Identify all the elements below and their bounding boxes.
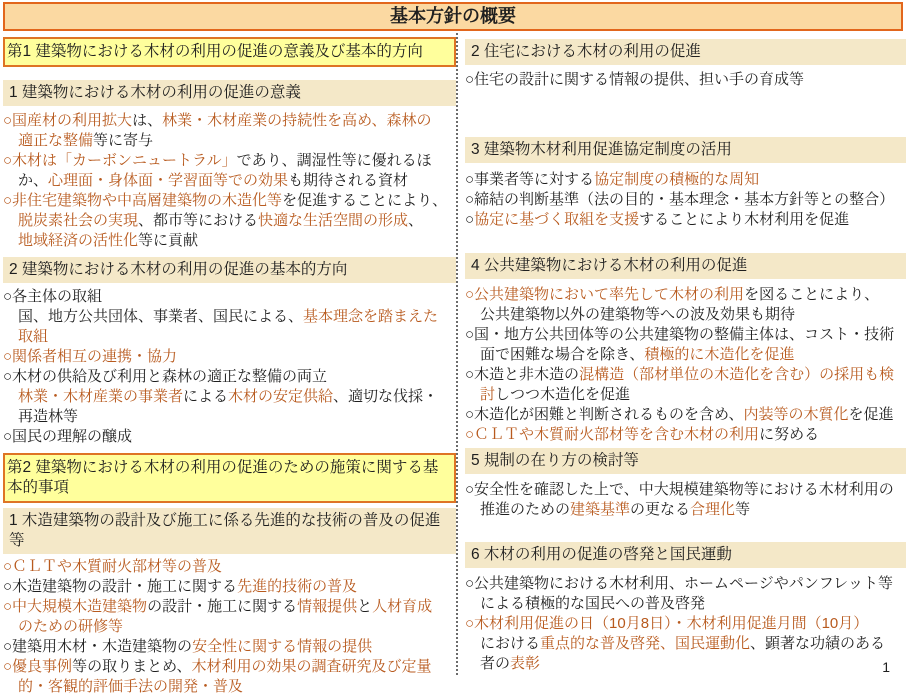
accent-text: 快適な生活空間の形成 [258,212,409,229]
section-heading: 1 建築物における木材の利用の促進の意義 [3,80,456,106]
body-text: ○建築用木材・木造建築物の [3,638,193,655]
text-line [465,425,906,445]
body-text: することにより木材利用を促進 [639,211,850,228]
left-column [0,33,456,695]
body-text: 者の [480,655,511,672]
body-text: の更なる [630,501,691,518]
accent-text: ○公共建築物において率先して木材の利用 [465,286,745,303]
body-text: に努める [759,426,820,443]
text-line [465,614,906,634]
body-text: ○締結の判断基準（法の目的・基本理念・基本方針等との整合） [465,191,895,208]
spacer [465,163,906,170]
accent-text: ○国産材の利用拡大 [3,112,133,129]
two-column-layout [0,33,906,695]
body-text: 等の取りまとめ、 [72,658,192,675]
text-line [465,285,906,305]
text-line [465,345,906,365]
text-block [3,287,456,447]
page-title: 基本方針の概要 [3,2,903,31]
body-text: ○木造と非木造の [465,366,580,383]
body-text: しつつ木造化を促進 [495,386,631,403]
text-block [465,170,906,230]
body-text: を促進 [848,406,894,423]
accent-text: 林業・木材産業の持続性を高め、森林の [162,112,432,129]
body-text: による [183,388,229,405]
text-line [465,500,906,520]
accent-text: ○中大規模木造建築物 [3,598,148,615]
body-text: 面で困難な場合を除き、 [480,346,645,363]
text-line [3,407,456,427]
accent-text: 先進的技術の普及 [237,578,358,595]
body-text: ○事業者等に対する [465,171,595,188]
text-line [3,367,456,387]
accent-text: 適正な整備 [18,132,94,149]
text-line [3,427,456,447]
policy-overview-slide [0,2,906,695]
text-line [465,634,906,654]
body-text: における [480,635,541,652]
body-text: も期待される資材 [288,172,409,189]
accent-text: 木材利用の効果の調査研究及び定量 [191,658,432,675]
text-line [3,287,456,307]
accent-text: 心理面・身体面・学習面等での効果 [48,172,289,189]
body-text: 国、地方公共団体、事業者、国民による、 [18,308,304,325]
accent-text: 混構造（部材単位の木造化を含む）の採用も検 [579,366,895,383]
accent-text: 合理化 [690,501,736,518]
text-line [3,347,456,367]
body-text: を促進することにより、 [282,192,448,209]
spacer [465,520,906,542]
body-text: ○木材の供給及び利用と森林の適正な整備の両立 [3,368,328,385]
text-line [465,480,906,500]
body-text: 等 [735,501,751,518]
text-line [3,151,456,171]
text-line [465,325,906,345]
body-text: ○安全性を確認した上で、中大規模建築物等における木材利用の [465,481,894,498]
body-text: ○木造化が困難と判断されるものを含め、 [465,406,744,423]
body-text: 公共建築物以外の建築物等への波及効果も期待 [480,306,796,323]
section-heading: 1 木造建築物の設計及び施工に係る先進的な技術の普及の促進等 [3,508,456,554]
spacer [465,90,906,137]
section-heading: 2 住宅における木材の利用の促進 [465,39,906,65]
text-line [465,70,906,90]
accent-text: ○関係者相互の連携・協力 [3,348,178,365]
section-heading: 2 建築物における木材の利用の促進の基本的方向 [3,257,456,283]
accent-text: 基本理念を踏まえた [303,308,439,325]
body-text: ○国民の理解の醸成 [3,428,133,445]
text-line [465,190,906,210]
text-block [465,574,906,674]
text-line [465,594,906,614]
text-block [465,70,906,90]
body-text: ○住宅の設計に関する情報の提供、担い手の育成等 [465,71,805,88]
accent-text: ○木材利用促進の日（10月8日）・木材利用促進月間（10月） [465,615,869,632]
body-text: ○国・地方公共団体等の公共建築物の整備主体は、コスト・技術 [465,326,895,343]
accent-text: 取組 [18,328,49,345]
part-heading: 第1 建築物における木材の利用の促進の意義及び基本的方向 [3,37,456,67]
part-heading: 第2 建築物における木材の利用の促進のための施策に関する基本的事項 [3,453,456,503]
section-heading: 4 公共建築物における木材の利用の促進 [465,253,906,279]
text-line [3,171,456,191]
accent-text: ○木材は「カーボンニュートラル」 [3,152,237,169]
body-text: の設計・施工に関する [147,598,298,615]
accent-text: 脱炭素社会の実現 [18,212,139,229]
accent-text: 安全性に関する情報の提供 [192,638,373,655]
section-heading: 5 規制の在り方の検討等 [465,448,906,474]
accent-text: ○非住宅建築物や中高層建築物の木造化等 [3,192,283,209]
body-text: か、 [18,172,49,189]
accent-text: のための研修等 [18,618,124,635]
text-line [465,574,906,594]
body-text: 推進のための [480,501,571,518]
section-heading: 3 建築物木材利用促進協定制度の活用 [465,137,906,163]
body-text: による積極的な国民への普及啓発 [480,595,706,612]
right-column [456,33,906,675]
accent-text: ○優良事例 [3,658,73,675]
text-block [3,111,456,251]
spacer [3,67,456,80]
accent-text: 林業・木材産業の事業者 [18,388,184,405]
text-line [465,365,906,385]
accent-text: ○ＣＬＴや木質耐火部材等を含む木材の利用 [465,426,760,443]
text-line [3,131,456,151]
text-line [3,657,456,677]
text-line [3,231,456,251]
body-text: 等に貢献 [138,232,199,249]
text-line [465,385,906,405]
text-line [465,654,906,674]
accent-text: 内装等の木質化 [743,406,849,423]
accent-text: 的・客観的評価手法の開発・普及 [18,678,244,695]
text-line [3,191,456,211]
accent-text: 表彰 [510,655,541,672]
accent-text: 討 [480,386,496,403]
text-line [3,307,456,327]
body-text: ○各主体の取組 [3,288,103,305]
spacer [3,447,456,449]
accent-text: 協定制度の積極的な周知 [594,171,760,188]
accent-text: 建築基準 [570,501,631,518]
spacer [465,230,906,253]
text-line [3,677,456,697]
text-line [3,387,456,407]
text-line [465,210,906,230]
text-line [465,405,906,425]
text-line [3,577,456,597]
accent-text: 重点的な普及啓発、国民運動化 [540,635,751,652]
body-text: 再造林等 [18,408,79,425]
text-block [465,285,906,445]
body-text: は、 [132,112,163,129]
accent-text: 情報提供 [297,598,358,615]
text-line [3,211,456,231]
text-line [465,305,906,325]
body-text: 、 [408,212,424,229]
body-text: 、適切な伐採・ [333,388,439,405]
text-line [3,111,456,131]
accent-text: 人材育成 [372,598,433,615]
body-text: を図ることにより、 [744,286,880,303]
text-line [465,170,906,190]
text-block [465,480,906,520]
body-text: ○公共建築物における木材利用、ホームページやパンフレット等 [465,575,894,592]
body-text: 、都市等における [138,212,259,229]
page-number: 1 [882,659,890,675]
accent-text: 協定に基づく取組を支援 [474,211,640,228]
body-text: 、顕著な功績のある [750,635,886,652]
text-line [3,327,456,347]
body-text: ○木造建築物の設計・施工に関する [3,578,238,595]
section-heading: 6 木材の利用の促進の啓発と国民運動 [465,542,906,568]
text-line [3,557,456,577]
text-line [3,617,456,637]
accent-text: 積極的に木造化を促進 [644,346,795,363]
accent-text: ○ＣＬＴや木質耐火部材等の普及 [3,558,223,575]
text-line [3,597,456,617]
body-text: 等に寄与 [93,132,154,149]
accent-text: 木材の安定供給 [228,388,334,405]
body-text: ○ [465,211,475,228]
body-text: と [357,598,373,615]
body-text: であり、調湿性等に優れるほ [236,152,432,169]
text-block [3,557,456,697]
accent-text: 地域経済の活性化 [18,232,139,249]
text-line [3,637,456,657]
